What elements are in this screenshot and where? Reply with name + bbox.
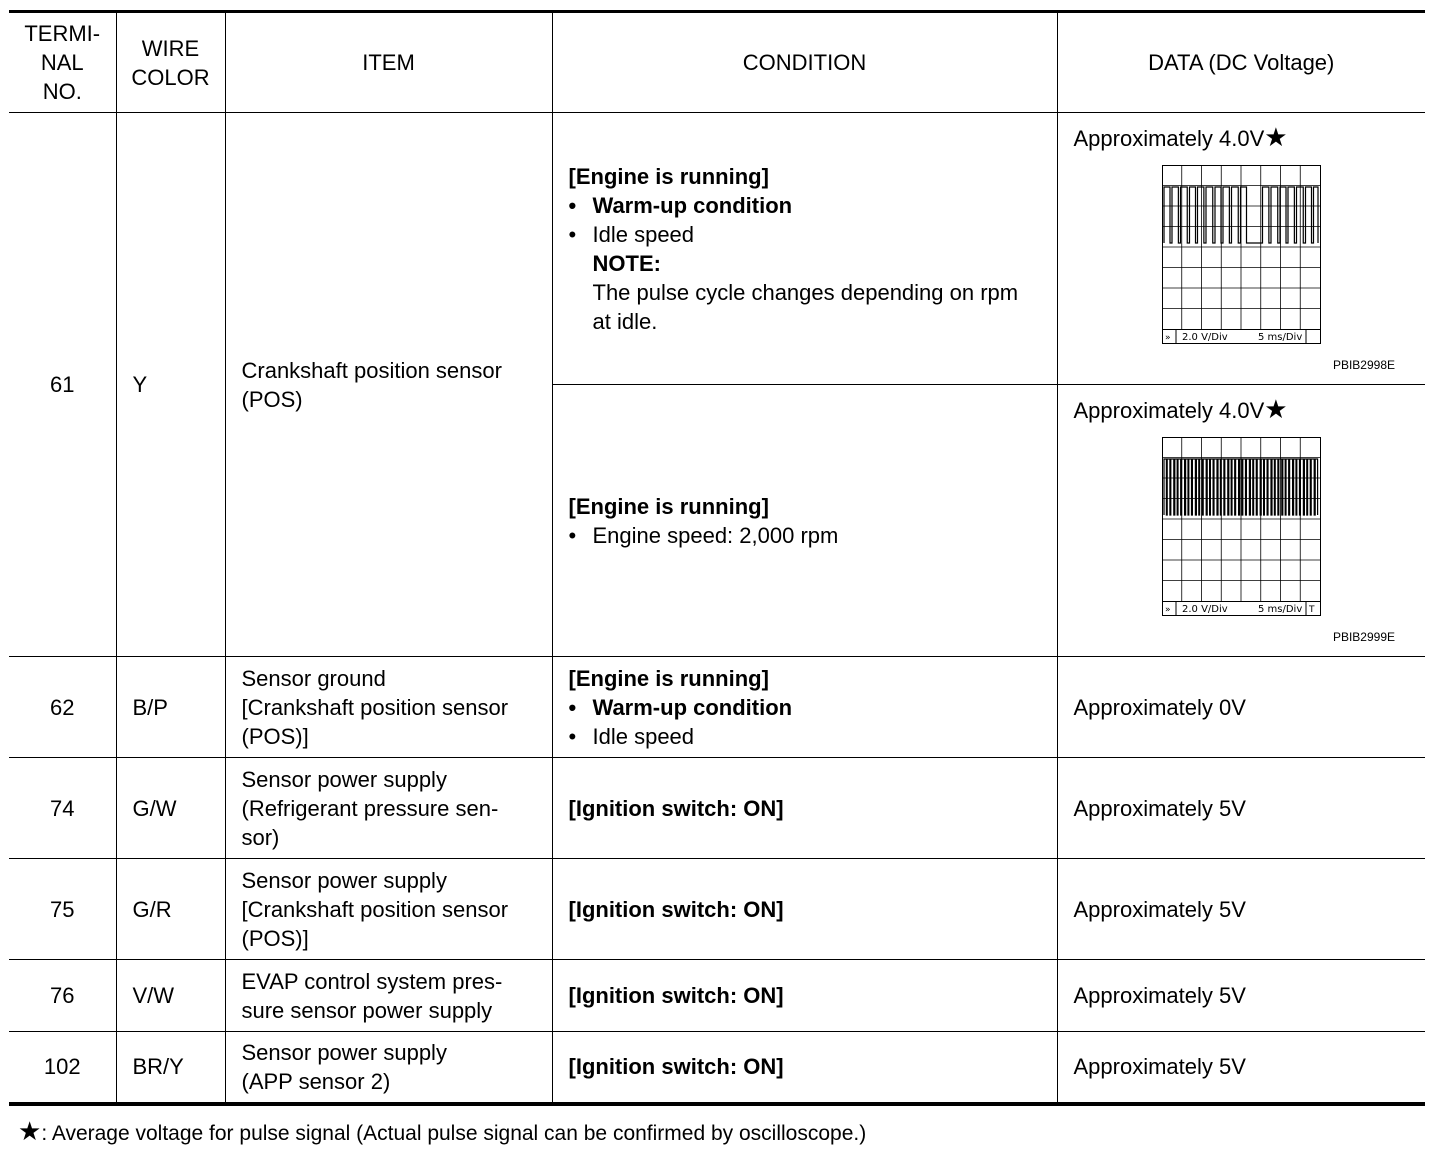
condition-cell: [Ignition switch: ON] [552,758,1057,859]
data-cell: Approximately 0V [1057,657,1425,758]
condition-cell: [Engine is running] • Engine speed: 2,000 rpm [552,385,1057,657]
svg-text:T: T [1308,605,1314,615]
footnote [18,1117,866,1148]
table-row [9,657,1425,758]
data-cell: Approximately 5V [1057,859,1425,960]
wire-color: BR/Y [116,1032,225,1104]
condition-cell: [Engine is running] • Warm-up condition • Idle speed [552,657,1057,758]
item-description: Sensor power supply (APP sensor 2) [225,1032,552,1104]
svg-text:5 ms/Div: 5 ms/Div [1257,604,1302,615]
header-terminal: TERMI- NAL NO. [9,12,116,113]
header-condition: CONDITION [552,12,1057,113]
terminal-no: 102 [9,1032,116,1104]
terminal-no: 75 [9,859,116,960]
table-row [9,859,1425,960]
table-row [9,113,1425,385]
terminal-data-table [9,10,1425,1106]
table-row [9,758,1425,859]
header-data: DATA (DC Voltage) [1057,12,1425,113]
footnote-text: : Average voltage for pulse signal (Actual pulse signal can be confirmed by oscilloscope.) [41,1122,867,1145]
condition-cell: [Ignition switch: ON] [552,1032,1057,1104]
table-row [9,1032,1425,1104]
svg-text:5 ms/Div: 5 ms/Div [1257,332,1302,343]
figure-id: PBIB2999E [1332,630,1395,644]
wire-color: Y [116,113,225,657]
star-icon: ★ [18,1116,42,1146]
note-text: The pulse cycle changes depending on rpm at idle. [592,279,1019,334]
data-cell: Approximately 4.0V★ » 2.0 V/Div 5 ms/Div PBIB2998E [1057,113,1425,385]
condition-cell: [Ignition switch: ON] [552,960,1057,1032]
condition-cell: [Ignition switch: ON] [552,859,1057,960]
table-header-row [9,12,1425,113]
wire-color: G/W [116,758,225,859]
terminal-no: 76 [9,960,116,1032]
condition-cell: [Engine is running] • Warm-up condition • Idle speed NOTE: The pulse cycle changes depending on rpm at idle. [552,113,1057,385]
oscilloscope-waveform-2000rpm [1162,437,1322,617]
terminal-no: 62 [9,657,116,758]
wire-color: G/R [116,859,225,960]
data-cell: Approximately 5V [1057,1032,1425,1104]
svg-text:2.0 V/Div: 2.0 V/Div [1181,604,1228,615]
wire-color: B/P [116,657,225,758]
table-row [9,960,1425,1032]
header-wire-color: WIRE COLOR [116,12,225,113]
header-item: ITEM [225,12,552,113]
item-description: Sensor power supply [Crankshaft position sensor (POS)] [225,859,552,960]
note-label: NOTE: [592,250,661,276]
wire-color: V/W [116,960,225,1032]
oscilloscope-waveform-idle [1162,165,1322,345]
svg-text:2.0 V/Div: 2.0 V/Div [1181,332,1228,343]
svg-text:»: » [1164,605,1171,615]
data-cell: Approximately 5V [1057,758,1425,859]
svg-text:»: » [1164,333,1171,343]
item-description: EVAP control system pres- sure sensor power supply [225,960,552,1032]
item-description: Sensor power supply (Refrigerant pressure sen- sor) [225,758,552,859]
figure-id: PBIB2998E [1332,358,1395,372]
item-description: Crankshaft position sensor (POS) [225,113,552,657]
data-cell: Approximately 4.0V★ » 2.0 V/Div 5 ms/Div T PBIB2999E [1057,385,1425,657]
star-icon: ★ [1264,394,1288,424]
data-cell: Approximately 5V [1057,960,1425,1032]
terminal-no: 74 [9,758,116,859]
terminal-no: 61 [9,113,116,657]
item-description: Sensor ground [Crankshaft position sensor (POS)] [225,657,552,758]
star-icon: ★ [1264,122,1288,152]
